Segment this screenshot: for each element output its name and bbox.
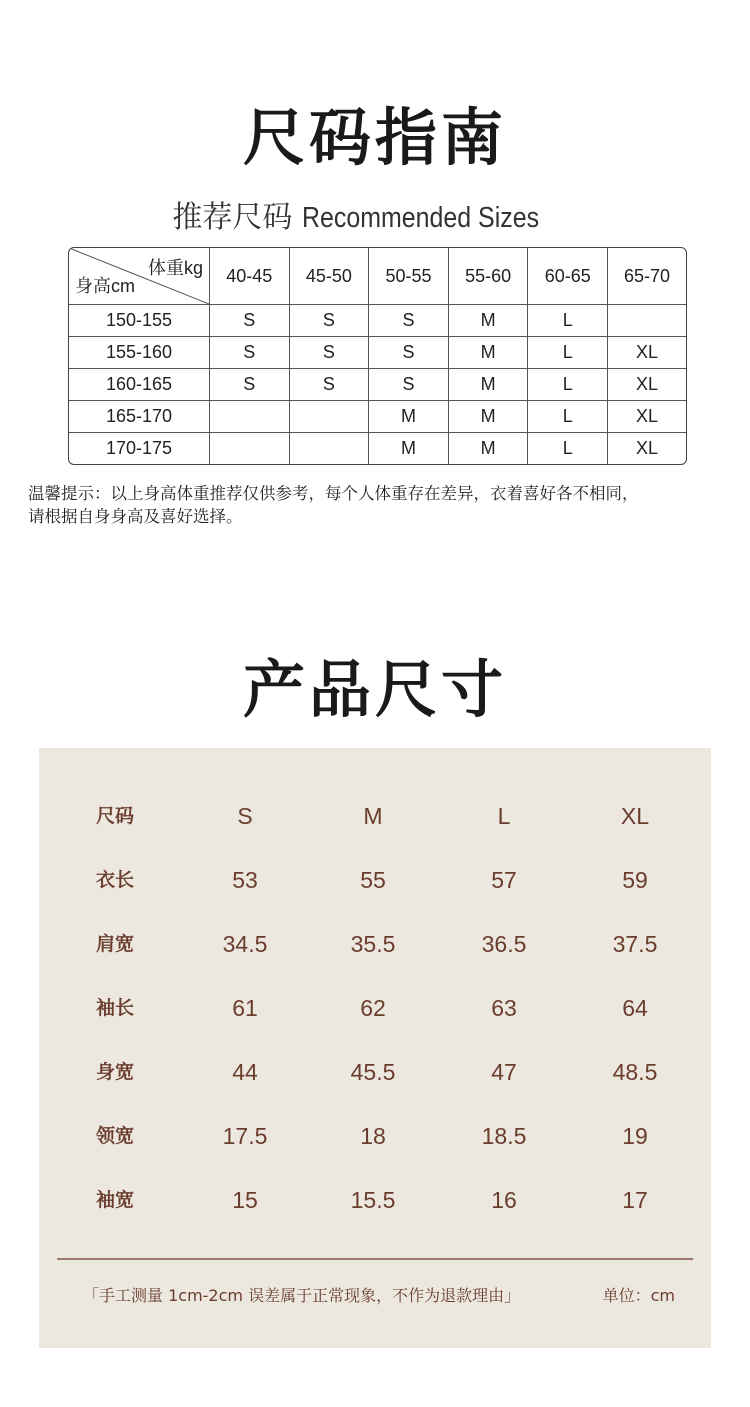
row-label: 尺码 (95, 805, 134, 827)
table-row (69, 401, 686, 433)
product-size-panel (39, 748, 711, 1348)
size-cell: XL (608, 337, 686, 369)
measurement-value: 17.5 (222, 1123, 268, 1149)
measurement-value: 17 (622, 1187, 648, 1213)
measurement-value: 15.5 (350, 1187, 396, 1213)
table-header-row (69, 248, 686, 305)
subtitle-en: Recommended Sizes (301, 202, 540, 234)
height-axis-label: 身高cm (75, 276, 135, 296)
measurement-row (39, 1052, 711, 1092)
unit-label: 单位：cm (602, 1286, 675, 1305)
size-cell: XL (636, 438, 659, 458)
size-column-header: S (237, 803, 253, 829)
measurement-value: 59 (622, 867, 648, 893)
measurement-value: 16 (491, 1187, 517, 1213)
size-cell: S (290, 369, 370, 401)
row-label: 衣长 (95, 869, 134, 891)
recommended-sizes-subtitle (0, 192, 750, 236)
size-cell: M (449, 305, 529, 337)
measurement-value: 44 (232, 1059, 258, 1085)
measurement-value: 47 (491, 1059, 517, 1085)
weight-range-header: 65-70 (608, 248, 686, 305)
size-cell: M (449, 369, 529, 401)
weight-range-header: 55-60 (449, 248, 529, 305)
size-cell: L (528, 305, 608, 337)
measurement-value: 19 (622, 1123, 648, 1149)
size-cell: S (210, 337, 290, 369)
size-tip-note (28, 482, 738, 528)
measurement-value: 61 (232, 995, 258, 1021)
size-cell (290, 401, 370, 433)
table-row (69, 305, 686, 337)
height-range-cell: 160-165 (69, 369, 210, 401)
size-header-row (39, 796, 711, 836)
note-line: 请根据自身身高及喜好选择。 (28, 507, 243, 526)
size-cell: S (210, 305, 290, 337)
weight-range-header: 60-65 (528, 248, 608, 305)
measurement-value: 34.5 (222, 931, 268, 957)
size-cell: M (449, 337, 529, 369)
size-cell: S (290, 337, 370, 369)
measurement-value: 53 (232, 867, 258, 893)
size-cell (608, 305, 686, 337)
weight-axis-label: 体重kg (147, 258, 203, 278)
measurement-value: 55 (360, 867, 386, 893)
size-cell: L (528, 337, 608, 369)
size-cell: M (449, 401, 529, 433)
size-cell: M (369, 433, 449, 464)
size-cell: M (449, 433, 529, 464)
measurement-value: 15 (232, 1187, 258, 1213)
size-cell: L (528, 369, 608, 401)
measurement-row (39, 988, 711, 1028)
height-range-cell: 155-160 (69, 337, 210, 369)
size-cell: S (210, 369, 290, 401)
size-cell (290, 433, 370, 464)
weight-range-header: 45-50 (290, 248, 370, 305)
table-row (69, 433, 686, 464)
measurement-value: 63 (491, 995, 517, 1021)
measurement-value: 18.5 (481, 1123, 527, 1149)
size-cell: XL (608, 369, 686, 401)
height-range-cell: 165-170 (69, 401, 210, 433)
measurement-value: 48.5 (612, 1059, 658, 1085)
subtitle-cn: 推荐尺码 (172, 200, 293, 235)
height-range-cell: 170-175 (69, 433, 210, 464)
measurement-value: 35.5 (350, 931, 396, 957)
size-cell: S (290, 305, 370, 337)
row-label: 领宽 (95, 1125, 134, 1147)
measurement-value: 64 (622, 995, 648, 1021)
measurement-disclaimer: 「手工测量 1cm-2cm 误差属于正常现象，不作为退款理由」 (83, 1286, 521, 1305)
measurement-row (39, 860, 711, 900)
height-range-cell: 150-155 (69, 305, 210, 337)
measurement-value: 57 (491, 867, 517, 893)
size-guide-title: 尺码指南 (242, 101, 507, 174)
divider (57, 1258, 693, 1260)
note-line: 温馨提示：以上身高体重推荐仅供参考，每个人体重存在差异，衣着喜好各不相同， (28, 484, 639, 503)
corner-header-cell (69, 248, 210, 305)
row-label: 肩宽 (95, 933, 134, 955)
product-size-title: 产品尺寸 (242, 653, 507, 726)
weight-range-header: 40-45 (210, 248, 290, 305)
size-cell: M (369, 401, 449, 433)
measurement-value: 62 (360, 995, 386, 1021)
row-label: 袖长 (95, 997, 134, 1019)
measurement-row (39, 924, 711, 964)
measurement-row (39, 1116, 711, 1156)
size-cell (210, 433, 290, 464)
size-cell: S (369, 369, 449, 401)
measurement-value: 45.5 (350, 1059, 396, 1085)
row-label: 袖宽 (95, 1189, 134, 1211)
table-row (69, 369, 686, 401)
size-cell (210, 401, 290, 433)
size-cell: L (528, 401, 608, 433)
size-cell: L (528, 433, 608, 464)
size-cell: S (369, 337, 449, 369)
size-cell: XL (608, 401, 686, 433)
size-cell: S (369, 305, 449, 337)
size-column-header: M (363, 803, 383, 829)
size-column-header: L (497, 803, 511, 829)
measurement-row (39, 1180, 711, 1220)
row-label: 身宽 (95, 1061, 134, 1083)
table-row (69, 337, 686, 369)
size-column-header: XL (620, 803, 650, 829)
measurement-value: 36.5 (481, 931, 527, 957)
measurement-value: 18 (360, 1123, 386, 1149)
measurement-value: 37.5 (612, 931, 658, 957)
recommended-size-table (68, 247, 687, 465)
weight-range-header: 50-55 (369, 248, 449, 305)
